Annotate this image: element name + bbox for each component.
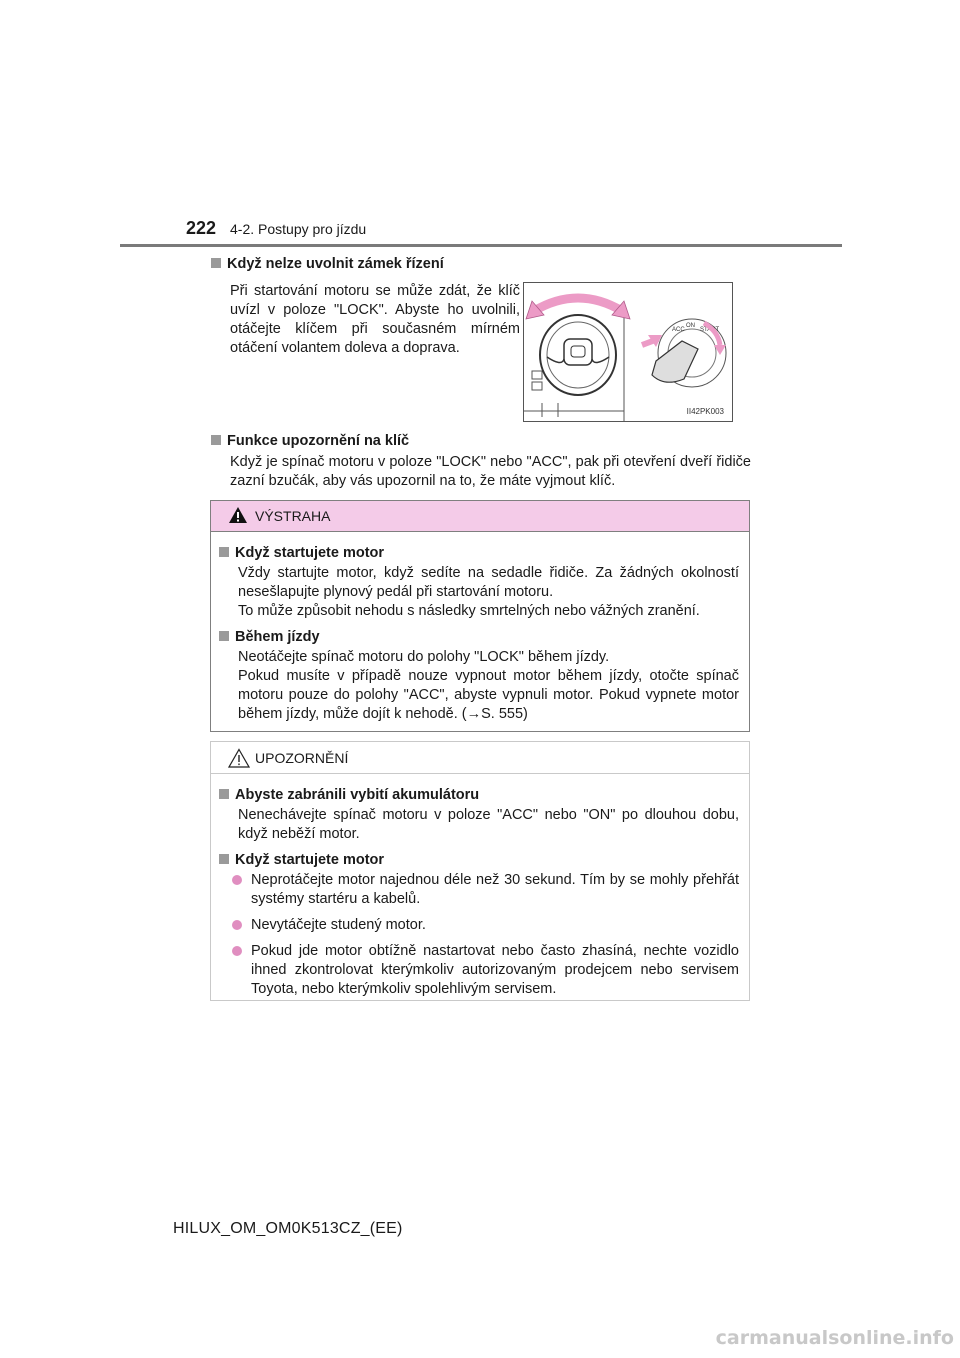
figure-label-start: START (700, 327, 720, 333)
caution-box (210, 741, 750, 1001)
circle-bullet-icon (232, 920, 242, 930)
square-bullet-icon (219, 789, 229, 799)
circle-bullet-icon (232, 946, 242, 956)
header-rule (120, 244, 842, 247)
warning-heading-driving: Během jízdy (235, 629, 320, 645)
square-bullet-icon (219, 631, 229, 641)
document-id: HILUX_OM_OM0K513CZ_(EE) (173, 1220, 403, 1237)
caution-triangle-icon (228, 748, 250, 768)
warning-title: VÝSTRAHA (255, 508, 331, 524)
warning-triangle-icon (228, 506, 248, 524)
caution-bullet (232, 942, 739, 999)
square-bullet-icon (211, 258, 221, 268)
warning-header (211, 501, 749, 532)
steering-key-illustration (523, 282, 733, 422)
caution-title: UPOZORNĚNÍ (255, 750, 349, 766)
steering-lock-text: Při startování motoru se může zdát, že klíč uvízl v poloze "LOCK". Abyste ho uvolnili, otáčejte klíčem při současném mírném otáčení volantem doleva a doprava. (230, 283, 520, 356)
figure-label-acc: ACC (672, 327, 685, 333)
key-reminder-section (211, 433, 751, 491)
square-bullet-icon (219, 854, 229, 864)
warning-start-text-1: Vždy startujte motor, když sedíte na sedadle řidiče. Za žádných okolností nesešlapujte plynový pedál při startování motoru. (238, 565, 739, 600)
square-bullet-icon (211, 435, 221, 445)
caution-bullet (232, 871, 739, 909)
caution-header (211, 742, 749, 774)
key-reminder-heading: Funkce upozornění na klíč (227, 433, 410, 449)
steering-wheel-key-drawing (524, 283, 732, 421)
key-reminder-text: Když je spínač motoru v poloze "LOCK" nebo "ACC", pak při otevření dveří řidiče zazní bzučák, aby vás upozornil na to, že máte vyjmout klíč. (230, 454, 751, 489)
section-title: 4-2. Postupy pro jízdu (230, 221, 367, 237)
caution-bullet-text: Neprotáčejte motor najednou déle než 30 sekund. Tím by se mohly přehřát systémy startéru a kabelů. (251, 872, 739, 907)
steering-lock-heading: Když nelze uvolnit zámek řízení (227, 256, 444, 272)
watermark: carmanualsonline.info (715, 1327, 954, 1349)
warning-start-text-2: To může způsobit nehodu s následky smrtelných nebo vážných zranění. (238, 603, 700, 619)
warning-driving-text-1: Neotáčejte spínač motoru do polohy "LOCK" během jízdy. (238, 649, 610, 665)
caution-bullet-text: Nevytáčejte studený motor. (251, 917, 426, 933)
warning-driving-text-2: Pokud musíte v případě nouze vypnout motor během jízdy, otočte spínač motoru pouze do polohy "ACC", abyste vypnuli motor. Pokud vypnete motor během jízdy, může dojít k nehodě. (→S. 555) (238, 668, 739, 722)
page-number: 222 (186, 218, 217, 238)
warning-heading-start: Když startujete motor (235, 545, 385, 561)
caution-battery-text: Nenechávejte spínač motoru v poloze "ACC" nebo "ON" po dlouhou dobu, když neběží motor. (238, 807, 739, 842)
figure-label-on: ON (686, 323, 695, 329)
warning-box (210, 500, 750, 732)
caution-heading-battery: Abyste zabránili vybití akumulátoru (235, 787, 480, 803)
square-bullet-icon (219, 547, 229, 557)
circle-bullet-icon (232, 875, 242, 885)
caution-heading-start: Když startujete motor (235, 852, 385, 868)
caution-bullet-text: Pokud jde motor obtížně nastartovat nebo často zhasíná, nechte vozidlo ihned zkontrolovat kterýmkoliv autorizovaným prodejcem nebo servisem Toyota, nebo kterýmkoliv spolehlivým servisem. (251, 943, 739, 997)
caution-bullet (232, 916, 739, 935)
figure-code: II42PK003 (686, 407, 724, 416)
